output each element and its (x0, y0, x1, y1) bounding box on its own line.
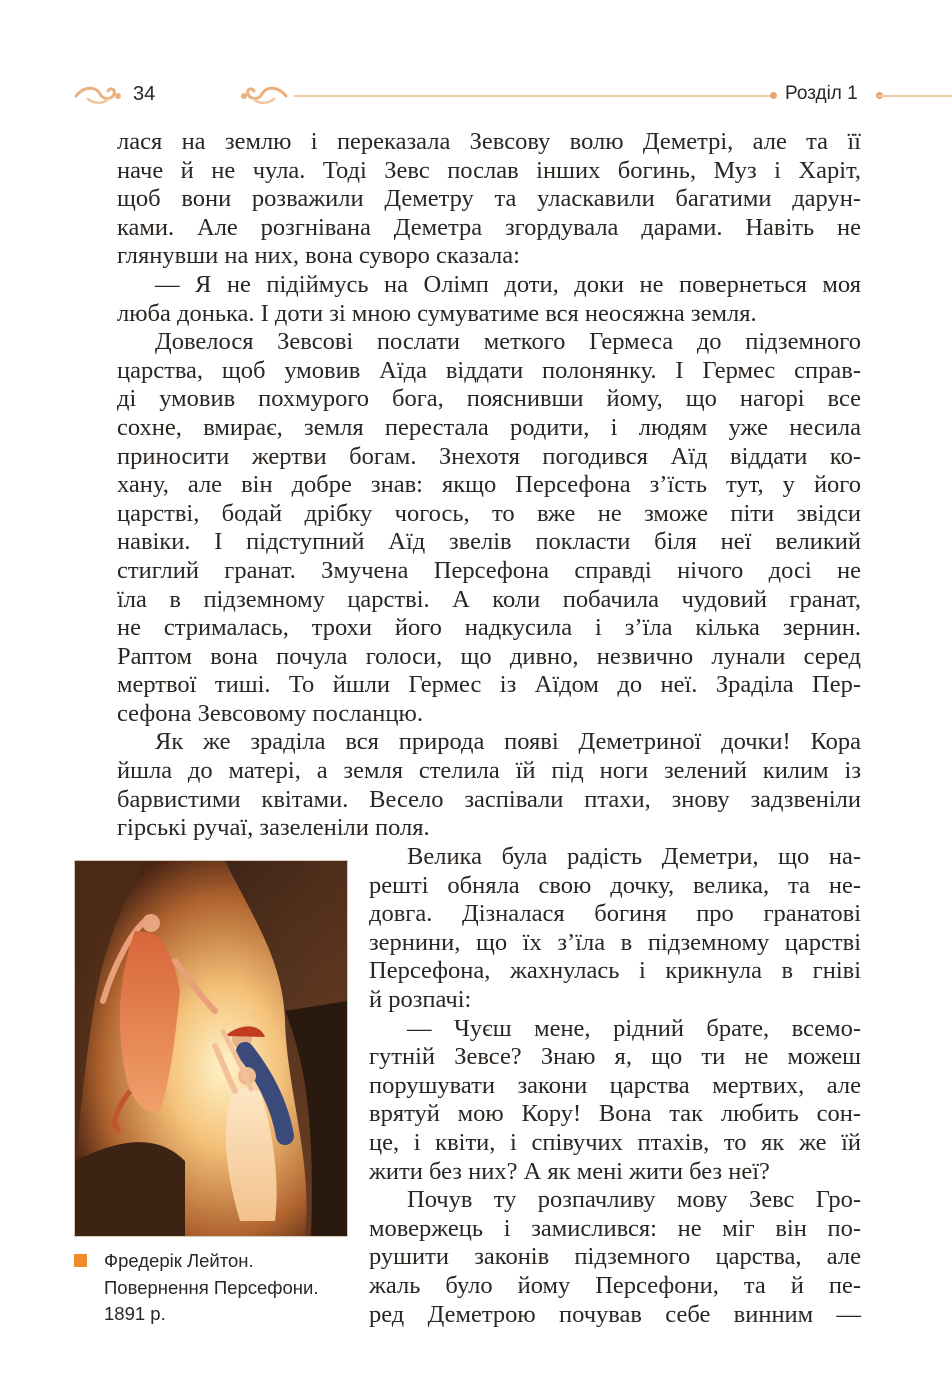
text-line: мертвої тиші. То йшли Гермес із Аїдом до неї. Зраділа Пер- (117, 671, 861, 699)
text-line: приносити жертви богам. Знехотя погодився Аїд віддати ко- (117, 442, 861, 470)
text-line: й розпачі: (369, 985, 472, 1013)
text-line: йшла до матері, а земля стелила їй під ноги зелений килим із (117, 757, 861, 785)
text-line: хану, але він добре знав: якщо Персефона з’їсть тут, у його (117, 471, 861, 499)
text-line: Персефона, жахнулась і крикнула в гніві (369, 957, 861, 985)
text-line: царства, щоб умовив Аїда віддати полонянку. І Гермес справ- (117, 356, 861, 384)
caption-line: Повернення Персефони. (104, 1276, 319, 1298)
text-line: щоб вони розважили Деметру та уласкавили багатими дарун- (117, 185, 861, 213)
text-line: їла в підземному царстві. А коли побачила чудовий гранат, (117, 585, 861, 613)
text-line: царстві, бодай дрібку чогось, то вже не зможе піти звідси (117, 499, 861, 527)
text-line: навіки. І підступний Аїд звелів покласти біля неї великий (117, 528, 861, 556)
figure-caption (104, 1248, 354, 1328)
caption-marker (74, 1254, 87, 1267)
text-line: зернини, що їх з’їла в підземному царстві (369, 928, 861, 956)
side-text (369, 843, 861, 1329)
text-line: не стрималась, трохи його надкусила і з’їла кілька зернин. (117, 614, 861, 642)
text-line: жаль було йому Персефони, та й пе- (369, 1271, 861, 1299)
text-line: рушити законів підземного царства, але (369, 1243, 861, 1271)
text-line: сефона Зевсовому посланцю. (117, 699, 423, 727)
text-line: Як же зраділа вся природа появі Деметриної дочки! Кора (155, 728, 861, 756)
text-line: Довелося Зевсові послати меткого Гермеса до підземного (155, 328, 861, 356)
text-line: наче й не чула. Тоді Зевс послав інших богинь, Муз і Харіт, (117, 156, 861, 184)
page-header (70, 80, 952, 110)
text-line: стиглий гранат. Змучена Персефона справді нічого досі не (117, 556, 861, 584)
text-line: — Я не підіймусь на Олімп доти, доки не повернеться моя (155, 270, 861, 298)
text-line: мовержець і замислився: не міг він по- (369, 1214, 861, 1242)
header-rule-dot (770, 92, 777, 99)
main-text (117, 128, 861, 843)
text-line: — Чуєш мене, рідний брате, всемо- (407, 1014, 861, 1042)
text-line: Велика була радість Деметри, що на- (407, 843, 861, 870)
flourish-ornament-icon (238, 84, 288, 106)
header-rule (294, 95, 770, 97)
text-line: Почув ту розпачливу мову Зевс Гро- (407, 1186, 861, 1214)
text-line: глянувши на них, вона суворо сказала: (117, 242, 520, 270)
text-line: врятуй мою Кору! Вона так любить сон- (369, 1100, 861, 1128)
text-line: барвистими квітами. Весело заспівали птахи, знову задзвеніли (117, 785, 861, 813)
painting-illustration (75, 861, 347, 1236)
section-label: Розділ 1 (785, 83, 858, 104)
text-line: гутній Зевсе? Знаю я, що ти не можеш (369, 1043, 861, 1071)
text-line: решті обняла свою дочку, велика, та не- (369, 871, 861, 899)
caption-line: Фредерік Лейтон. (104, 1250, 254, 1271)
text-line: ді умовив похмурого бога, пояснивши йому, що нагорі все (117, 385, 861, 413)
caption-line: 1891 р. (104, 1303, 166, 1324)
text-line: довга. Дізналася богиня про гранатові (369, 900, 861, 928)
text-line: ред Деметрою почував себе винним — (369, 1300, 861, 1328)
text-line: ками. Але розгнівана Деметра згордувала дарами. Навіть не (117, 213, 861, 241)
text-line: лася на землю і переказала Зевсову волю Деметрі, але та її (117, 128, 861, 155)
flourish-ornament-icon (74, 84, 124, 106)
page-number: 34 (133, 83, 156, 105)
text-line: гірські ручаї, зазеленіли поля. (117, 814, 430, 842)
text-line: Раптом вона почула голоси, що дивно, незвично лунали серед (117, 642, 861, 670)
text-line: сохне, вмирає, земля перестала родити, і людям уже несила (117, 413, 861, 441)
text-line: це, і квіти, і співучих птахів, то як же їй (369, 1128, 861, 1156)
text-line: жити без них? А як мені жити без неї? (369, 1157, 770, 1185)
text-line: люба донька. І доти зі мною сумуватиме вся неосяжна земля. (117, 299, 757, 327)
header-rule (878, 95, 952, 97)
painting-image (74, 860, 348, 1237)
text-line: порушувати закони царства мертвих, але (369, 1071, 861, 1099)
